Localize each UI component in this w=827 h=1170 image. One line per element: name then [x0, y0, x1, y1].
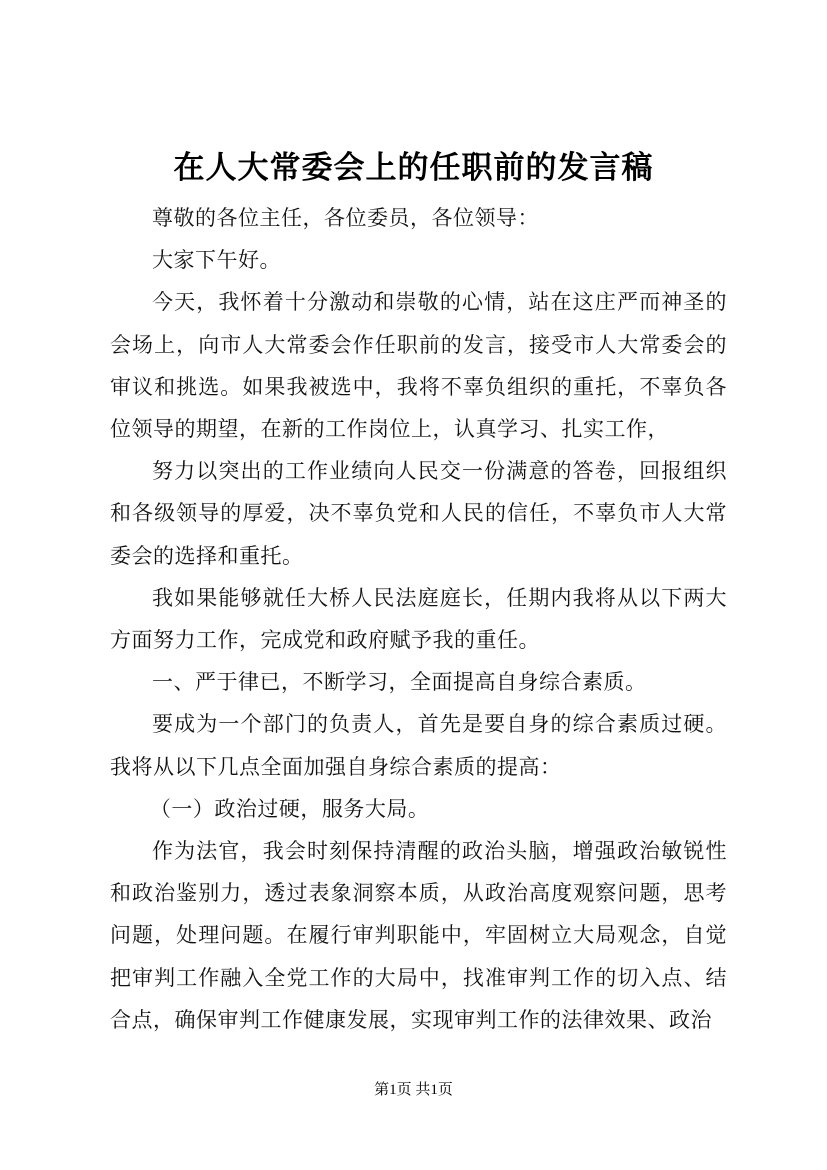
page-number-footer: 第1页 共1页: [374, 1082, 453, 1098]
paragraph-greeting: 大家下午好。: [152, 248, 281, 273]
paragraph: 今天，我怀着十分激动和崇敬的心情，站在这庄严而神圣的会场上，向市人大常委会作任职前的发言，接受市人大常委会的审议和挑选。如果我被选中，我将不辜负组织的重托，不辜负各位领导的期望，在新的工作岗位上，认真学习、扎实工作，: [110, 290, 727, 442]
subsection-heading: （一）政治过硬，服务大局。: [149, 796, 430, 821]
paragraph-salutation: 尊敬的各位主任，各位委员，各位领导：: [152, 206, 539, 230]
paragraph: 要成为一个部门的负责人，首先是要自身的综合素质过硬。我将从以下几点全面加强自身综合素质的提高：: [110, 712, 727, 779]
paragraph: 作为法官，我会时刻保持清醒的政治头脑，增强政治敏锐性和政治鉴别力，透过表象洞察本质，从政治高度观察问题，思考问题，处理问题。在履行审判职能中，牢固树立大局观念，自觉把审判工作融入全党工作的大局中，找准审判工作的切入点、结合点，确保审判工作健康发展，实现审判工作的法律效果、政治: [110, 839, 727, 1032]
document-body: [110, 197, 727, 1041]
paragraph: 努力以突出的工作业绩向人民交一份满意的答卷，回报组织和各级领导的厚爱，决不辜负党和人民的信任，不辜负市人大常委会的选择和重托。: [110, 459, 727, 568]
section-heading: 一、严于律已，不断学习，全面提高自身综合素质。: [152, 670, 647, 695]
paragraph: 我如果能够就任大桥人民法庭庭长，任期内我将从以下两大方面努力工作，完成党和政府赋予我的重任。: [110, 585, 727, 653]
document-title: 在人大常委会上的任职前的发言稿: [173, 150, 654, 186]
